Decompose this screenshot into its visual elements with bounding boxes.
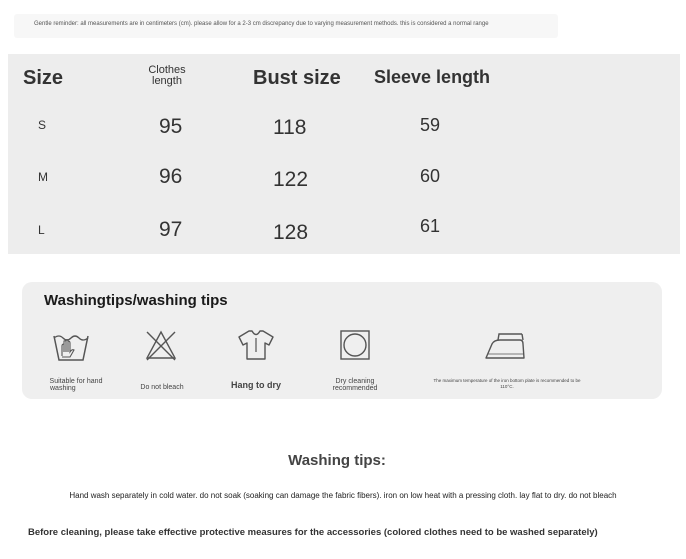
hand-wash-label — [36, 378, 116, 392]
row-m-bust: 122 — [273, 168, 309, 191]
size-chart-table — [8, 54, 680, 254]
do-not-bleach-icon — [144, 328, 178, 362]
accessories-protection-note: Before cleaning, please take effective protective measures for the accessories (colored clothes need to be washed separately) — [28, 527, 598, 538]
row-l-sleeve: 61 — [420, 216, 441, 236]
dry-cleaning-label — [318, 378, 392, 392]
header-sleeve-length: Sleeve length — [374, 67, 491, 87]
washing-tips-panel — [22, 282, 662, 399]
row-m-clothes-length: 96 — [159, 165, 183, 188]
iron-label-line1: The maximum temperature of the iron bottom plate is recommended to be — [433, 378, 581, 383]
row-l-clothes-length: 97 — [159, 218, 183, 241]
iron-label-line2: 110°C. — [500, 384, 514, 389]
header-size: Size — [23, 67, 64, 89]
row-m-sleeve: 60 — [420, 166, 441, 186]
dry-cleaning-icon — [338, 328, 372, 362]
header-clothes-length — [147, 65, 187, 87]
hang-to-dry-label: Hang to dry — [230, 380, 281, 390]
dry-cleaning-label-line2: recommended — [332, 385, 378, 392]
row-s-sleeve: 59 — [420, 115, 441, 135]
iron-label — [414, 378, 600, 390]
hand-wash-label-line2: washing — [50, 385, 76, 392]
row-m-size: M — [38, 170, 48, 184]
header-clothes-length-line2: length — [152, 75, 182, 87]
hand-wash-icon — [50, 328, 92, 364]
washing-tips-title: Washingtips/washing tips — [44, 292, 228, 309]
hang-to-dry-icon — [236, 328, 276, 362]
header-clothes-length-line1: Clothes — [148, 64, 186, 76]
measurement-reminder: Gentle reminder: all measurements are in centimeters (cm). please allow for a 2-3 cm discrepancy due to varying measurement methods. this is considered a normal range — [14, 14, 558, 38]
row-s-bust: 118 — [273, 116, 307, 139]
row-l-bust: 128 — [273, 221, 309, 244]
hand-wash-label-line1: Suitable for hand — [49, 378, 103, 385]
do-not-bleach-label: Do not bleach — [140, 384, 184, 391]
washing-tips-heading: Washing tips: — [288, 452, 386, 469]
dry-cleaning-label-line1: Dry cleaning — [335, 378, 375, 385]
row-l-size: L — [38, 223, 45, 237]
row-s-clothes-length: 95 — [159, 115, 183, 138]
header-bust-size: Bust size — [253, 67, 341, 89]
iron-icon — [482, 328, 530, 362]
row-s-size: S — [38, 118, 47, 132]
washing-instructions-text: Hand wash separately in cold water. do not soak (soaking can damage the fabric fibers). iron on low heat with a pressing cloth. lay flat to dry. do not bleach — [69, 491, 617, 500]
